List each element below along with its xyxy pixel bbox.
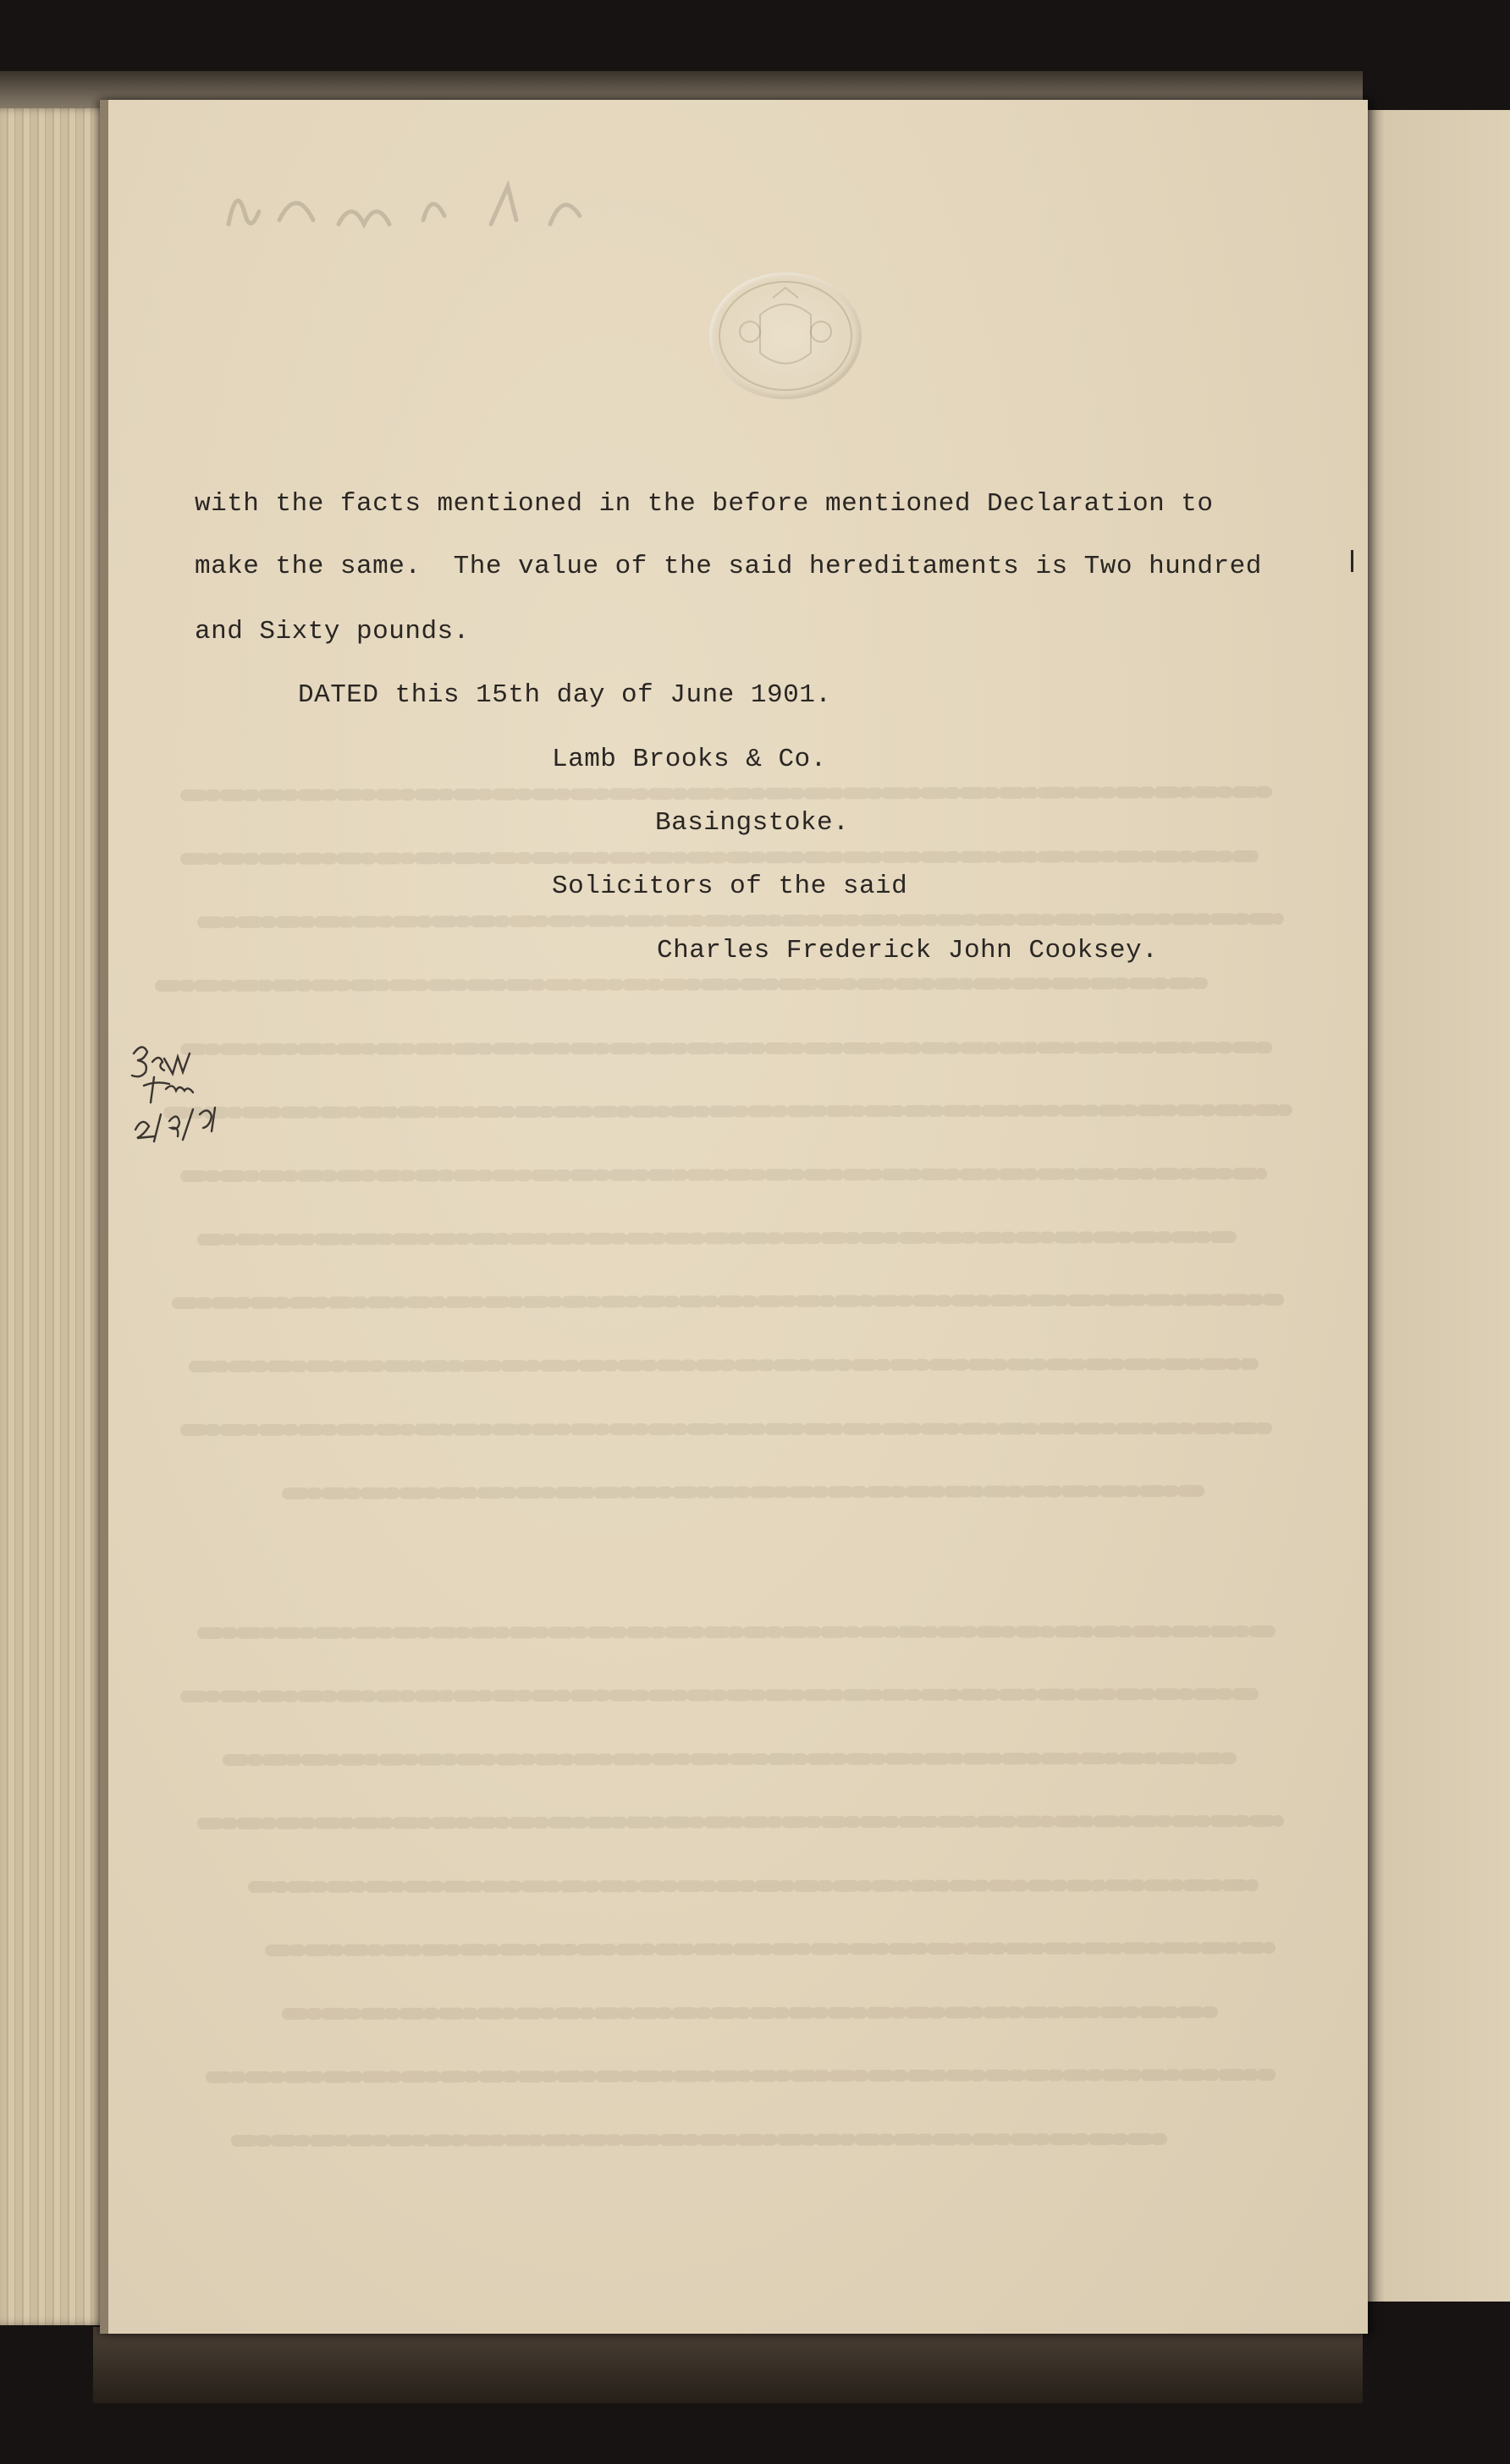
- signature-firm: Lamb Brooks & Co.: [552, 745, 827, 774]
- pencil-note-icon: [212, 178, 652, 237]
- adjacent-page: [1359, 110, 1510, 2302]
- signature-role: Solicitors of the said: [552, 872, 908, 901]
- margin-tick: [1351, 550, 1353, 572]
- bleed-through-texture: [152, 762, 1320, 2200]
- book-bottom-edge: [93, 2327, 1363, 2403]
- signature-client: Charles Frederick John Cooksey.: [657, 936, 1159, 965]
- signature-town: Basingstoke.: [655, 808, 850, 838]
- body-line-2: make the same. The value of the said hereditaments is Two hundred: [195, 552, 1262, 581]
- embossed-seal-icon: [709, 272, 862, 399]
- body-line-3: and Sixty pounds.: [195, 617, 470, 646]
- handwritten-initials-icon: [127, 1037, 229, 1163]
- dated-line: DATED this 15th day of June 1901.: [298, 680, 832, 710]
- body-line-1: with the facts mentioned in the before mentioned Declaration to: [195, 489, 1214, 519]
